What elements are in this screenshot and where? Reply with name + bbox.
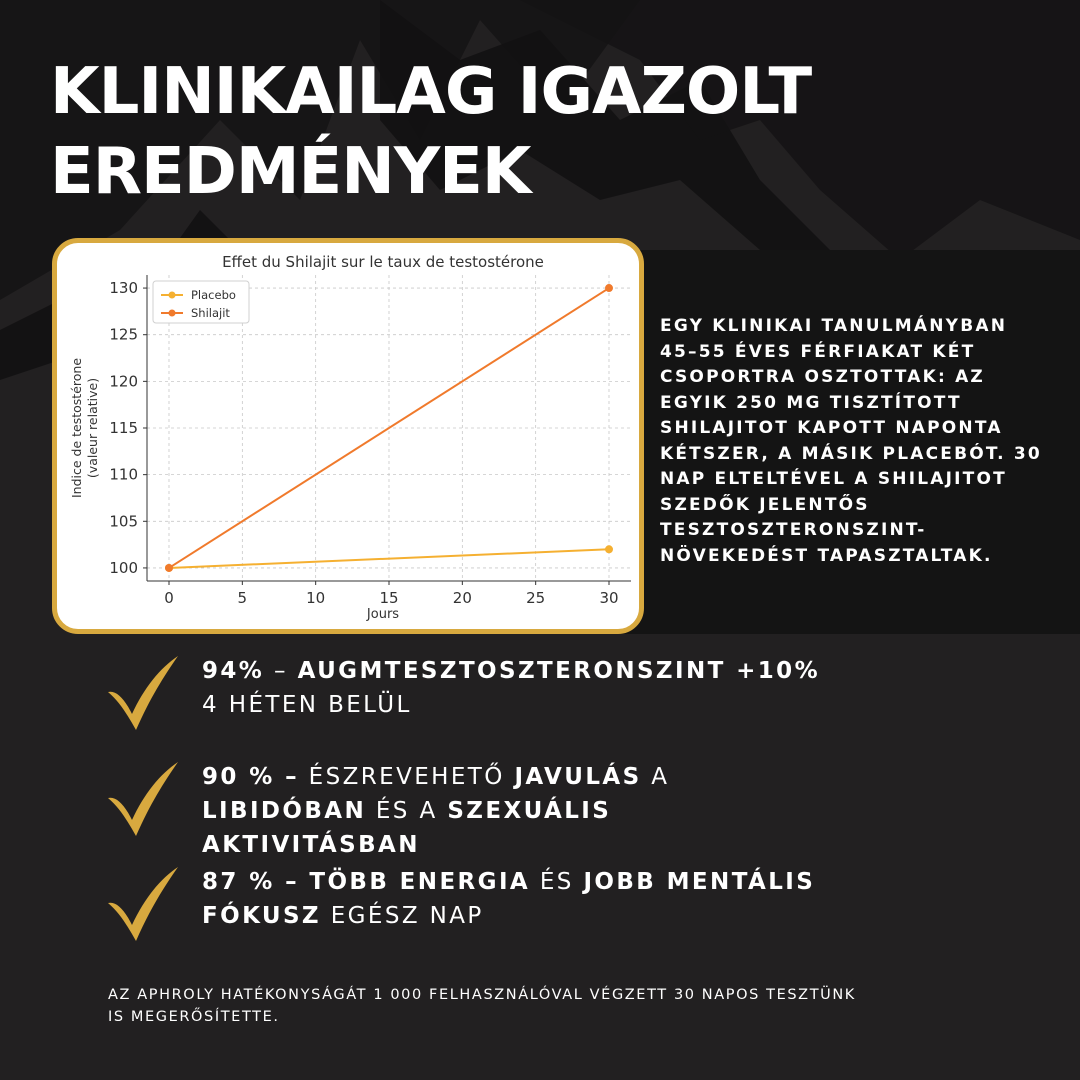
check-icon	[106, 760, 184, 840]
benefit-text-part: ÉS	[530, 869, 584, 895]
benefit-text	[202, 654, 832, 722]
y-tick-label: 100	[109, 558, 138, 577]
testosterone-chart	[57, 243, 639, 629]
page-title	[50, 52, 1030, 212]
benefit-text-part: 94%	[202, 658, 265, 684]
data-point-shilajit	[165, 564, 173, 572]
benefit-text	[202, 760, 832, 862]
legend-marker	[169, 292, 176, 299]
y-tick-label: 120	[109, 372, 138, 391]
data-point-shilajit	[605, 284, 613, 292]
y-axis-label: (valeur relative)	[85, 377, 100, 479]
study-description: EGY KLINIKAI TANULMÁNYBAN 45–55 ÉVES FÉRFIAKAT KÉT CSOPORTRA OSZTOTTAK: AZ EGYIK 250 MG TISZTÍTOTT SHILAJITOT KAPOTT NAPONTA KÉTSZER, A MÁSIK PLACEBÓT. 30 NAP ELTELTÉVEL A SHILAJITOT SZEDŐK JELENTŐS TESZTOSZTERONSZINT-NÖVEKEDÉST TAPASZTALTAK.	[660, 316, 1042, 566]
data-point-placebo	[605, 545, 613, 553]
benefit-item	[106, 654, 826, 734]
y-tick-label: 110	[109, 465, 138, 484]
x-tick-label: 0	[164, 589, 174, 607]
benefit-item	[106, 760, 826, 858]
benefit-text-part: 90 % –	[202, 764, 299, 790]
chart-title: Effet du Shilajit sur le taux de testostérone	[222, 253, 544, 271]
legend-label: Shilajit	[191, 306, 230, 320]
x-tick-label: 20	[452, 589, 472, 607]
benefit-text-part: SZEXUÁLIS AKTIVITÁSBAN	[202, 798, 612, 858]
x-tick-label: 30	[599, 589, 619, 607]
footnote: AZ APHROLY HATÉKONYSÁGÁT 1 000 FELHASZNÁLÓVAL VÉGZETT 30 NAPOS TESZTÜNK IS MEGERŐSÍTETTE.	[108, 987, 856, 1025]
y-tick-label: 115	[109, 419, 138, 437]
x-tick-label: 10	[306, 589, 326, 607]
legend-marker	[169, 310, 176, 317]
y-tick-label: 105	[109, 512, 138, 531]
benefit-text-part: 87 % – TÖBB ENERGIA	[202, 869, 531, 895]
benefit-text-part: LIBIDÓBAN	[202, 798, 367, 824]
title-line-2: EREDMÉNYEK	[50, 135, 531, 209]
benefit-text-part: AUGMTESZTOSZTERONSZINT +10%	[297, 658, 821, 684]
benefit-text-part: –	[264, 658, 298, 684]
chart-card	[52, 238, 644, 634]
check-icon	[106, 865, 184, 945]
x-axis-label: Jours	[366, 607, 400, 622]
benefit-text-part: ÉS A	[366, 798, 448, 824]
benefit-text-part: ÉSZREVEHETŐ	[298, 764, 515, 790]
benefit-text-part: EGÉSZ NAP	[321, 903, 484, 929]
y-tick-label: 130	[109, 279, 138, 298]
benefit-text-part: A	[641, 764, 670, 790]
y-tick-label: 125	[109, 325, 138, 344]
benefit-text-part: 4 HÉTEN BELÜL	[202, 692, 412, 718]
benefit-item	[106, 865, 826, 945]
legend-label: Placebo	[191, 288, 236, 302]
y-axis-label: Indice de testostérone	[69, 357, 84, 499]
x-tick-label: 25	[526, 589, 546, 607]
benefit-text-part: JOBB MENTÁLIS FÓKUSZ	[202, 869, 816, 929]
benefit-text	[202, 865, 832, 933]
benefit-text-part: JAVULÁS	[514, 764, 642, 790]
title-line-1: KLINIKAILAG IGAZOLT	[50, 55, 812, 129]
x-tick-label: 5	[237, 589, 248, 607]
check-icon	[106, 654, 184, 734]
x-tick-label: 15	[379, 589, 399, 607]
